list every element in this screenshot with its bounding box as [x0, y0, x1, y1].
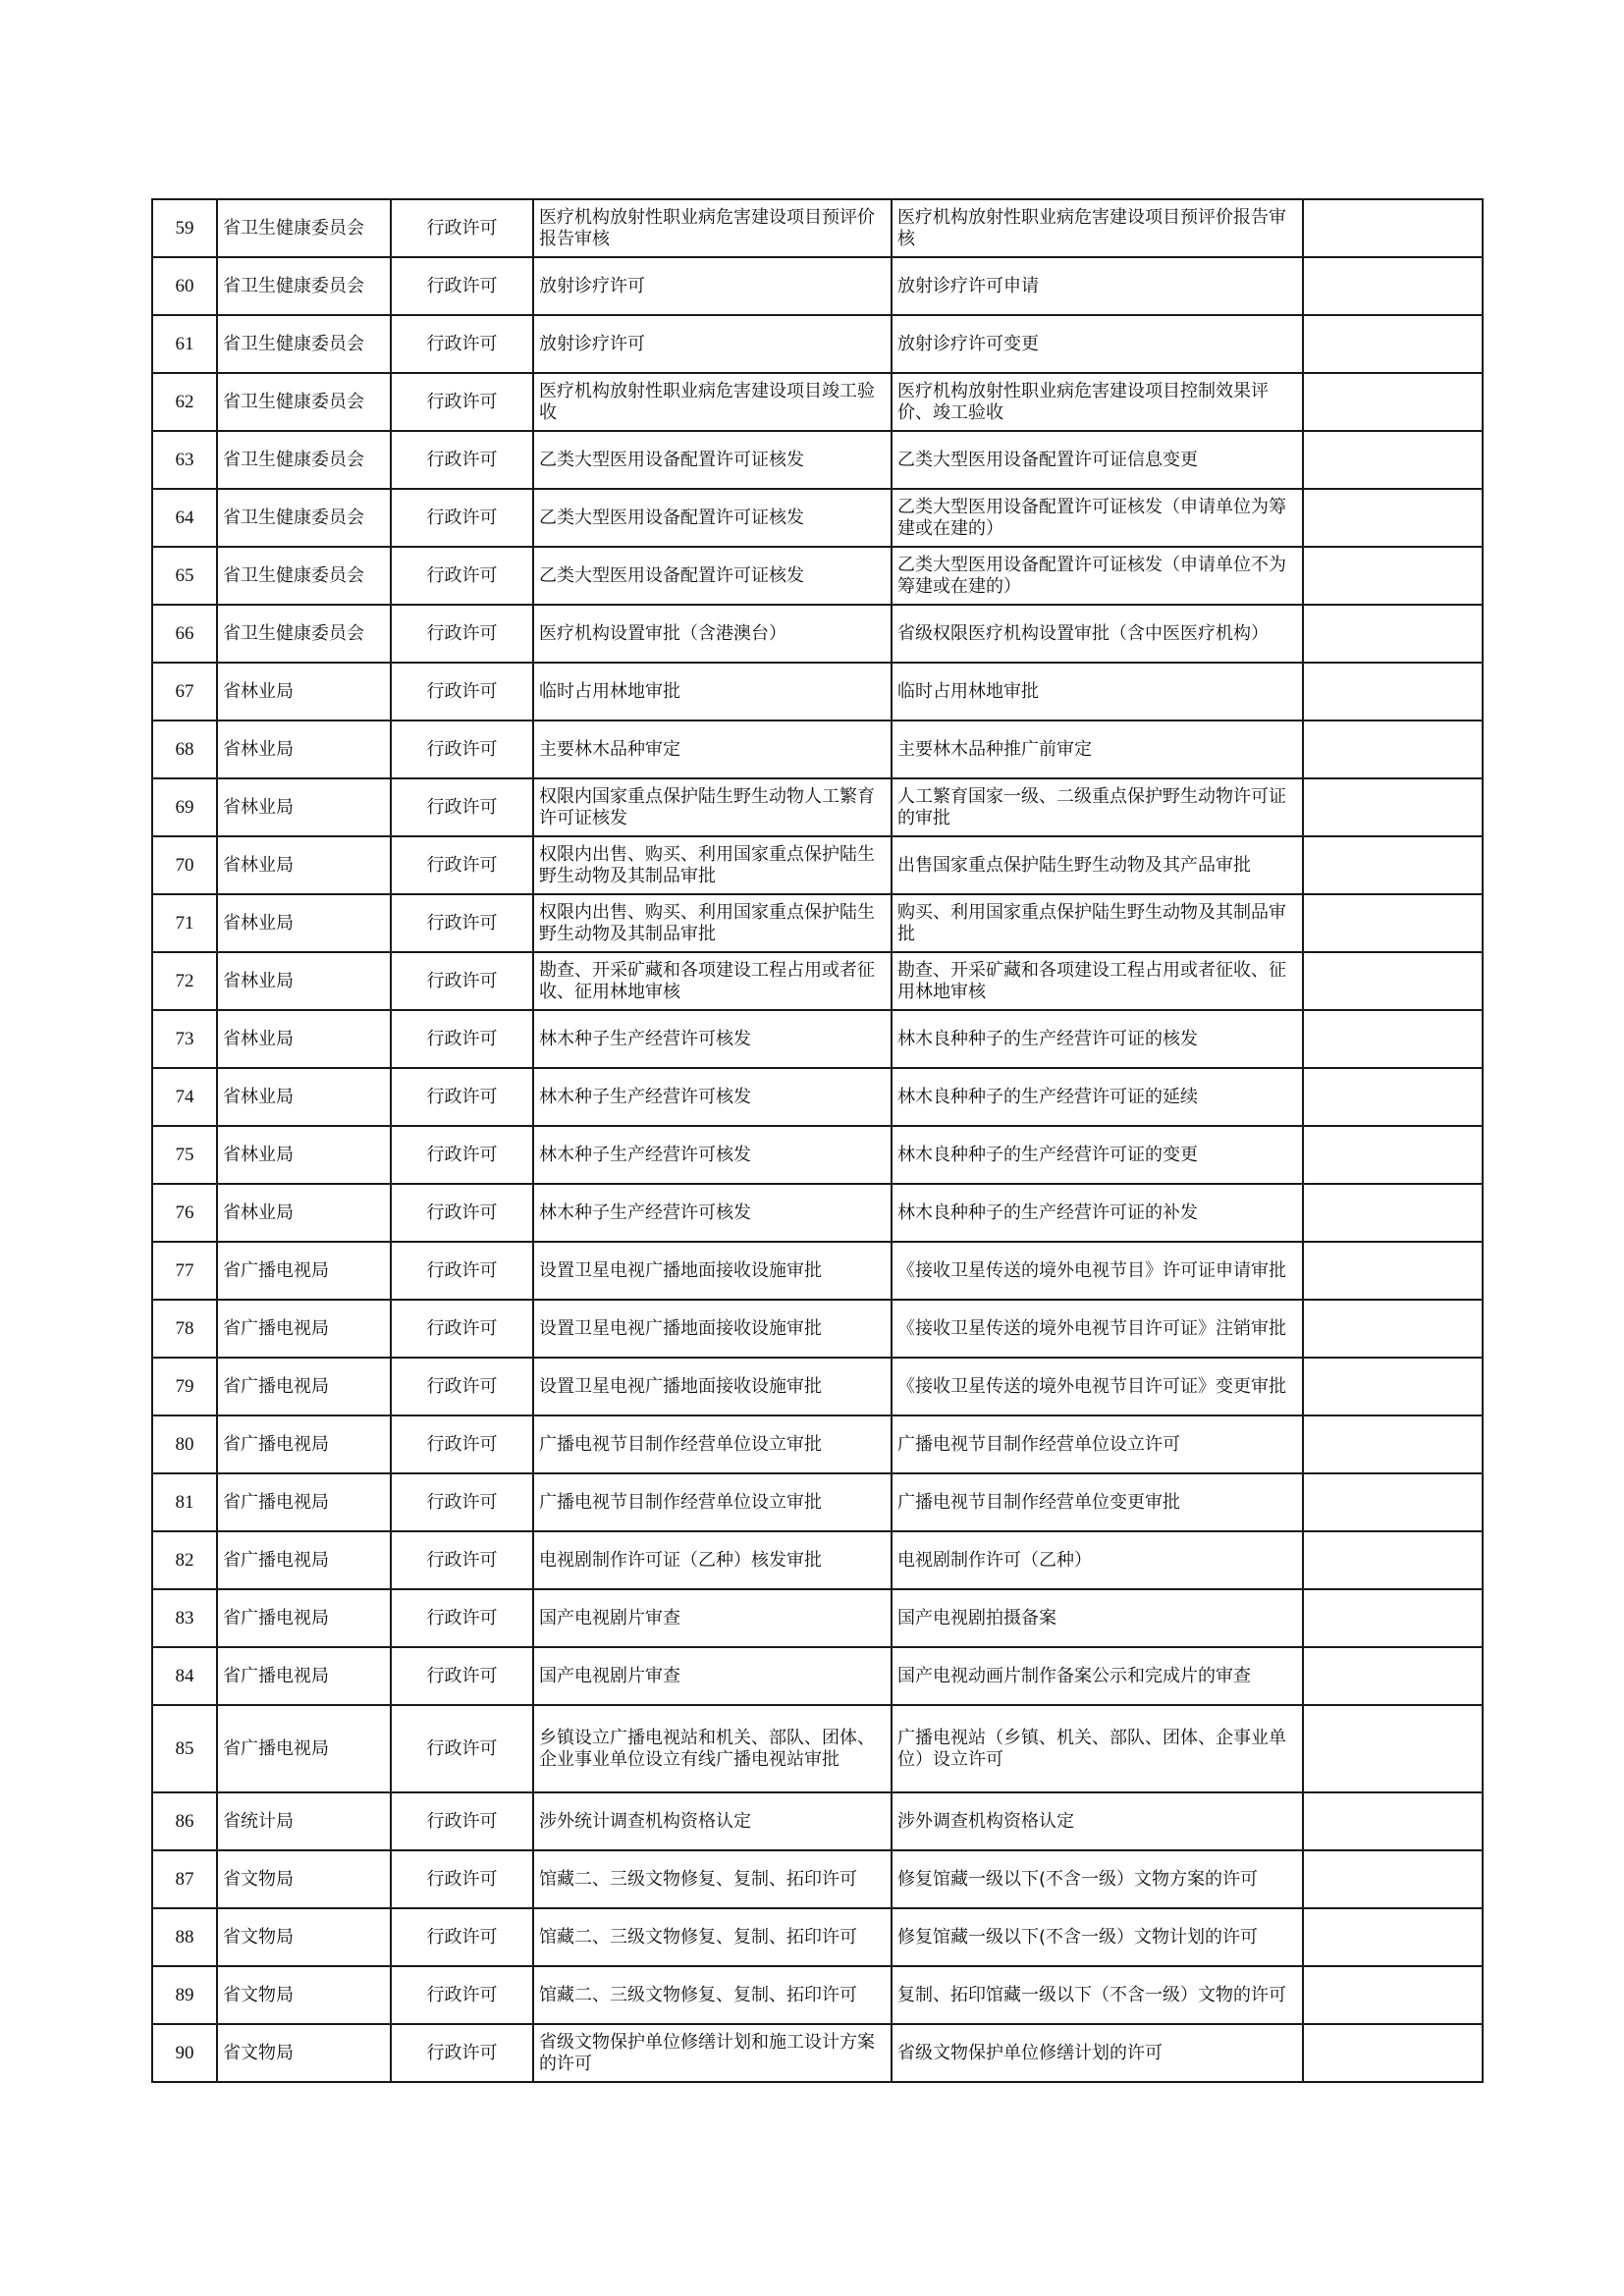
- remarks-cell: [1303, 1010, 1483, 1068]
- remarks-cell: [1303, 547, 1483, 605]
- sub-item-cell: 林木良种种子的生产经营许可证的补发: [892, 1184, 1303, 1242]
- sub-item-cell: 临时占用林地审批: [892, 663, 1303, 721]
- row-number-cell: 70: [152, 836, 217, 894]
- row-number-cell: 81: [152, 1473, 217, 1531]
- item-name-cell: 省级文物保护单位修缮计划和施工设计方案的许可: [533, 2024, 892, 2082]
- department-cell: 省广播电视局: [217, 1242, 391, 1300]
- item-type-cell: 行政许可: [391, 257, 533, 315]
- table-row: [152, 1242, 1483, 1300]
- department-cell: 省林业局: [217, 663, 391, 721]
- sub-item-cell: 电视剧制作许可（乙种）: [892, 1531, 1303, 1589]
- row-number-cell: 84: [152, 1647, 217, 1705]
- item-name-cell: 馆藏二、三级文物修复、复制、拓印许可: [533, 1966, 892, 2024]
- remarks-cell: [1303, 1908, 1483, 1966]
- table-row: [152, 894, 1483, 952]
- table-row: [152, 1531, 1483, 1589]
- row-number-cell: 69: [152, 778, 217, 836]
- remarks-cell: [1303, 431, 1483, 489]
- row-number-cell: 62: [152, 373, 217, 431]
- item-name-cell: 乙类大型医用设备配置许可证核发: [533, 431, 892, 489]
- sub-item-cell: 勘查、开采矿藏和各项建设工程占用或者征收、征用林地审核: [892, 952, 1303, 1010]
- table-row: [152, 199, 1483, 257]
- sub-item-cell: 涉外调查机构资格认定: [892, 1792, 1303, 1850]
- item-name-cell: 临时占用林地审批: [533, 663, 892, 721]
- item-name-cell: 林木种子生产经营许可核发: [533, 1126, 892, 1184]
- row-number-cell: 76: [152, 1184, 217, 1242]
- table-row: [152, 489, 1483, 547]
- department-cell: 省广播电视局: [217, 1647, 391, 1705]
- item-type-cell: 行政许可: [391, 894, 533, 952]
- row-number-cell: 73: [152, 1010, 217, 1068]
- item-name-cell: 医疗机构放射性职业病危害建设项目竣工验收: [533, 373, 892, 431]
- row-number-cell: 89: [152, 1966, 217, 2024]
- item-name-cell: 馆藏二、三级文物修复、复制、拓印许可: [533, 1908, 892, 1966]
- item-name-cell: 国产电视剧片审查: [533, 1589, 892, 1647]
- department-cell: 省林业局: [217, 1010, 391, 1068]
- department-cell: 省卫生健康委员会: [217, 373, 391, 431]
- item-type-cell: 行政许可: [391, 199, 533, 257]
- department-cell: 省卫生健康委员会: [217, 605, 391, 663]
- row-number-cell: 59: [152, 199, 217, 257]
- remarks-cell: [1303, 836, 1483, 894]
- item-type-cell: 行政许可: [391, 1068, 533, 1126]
- sub-item-cell: 广播电视站（乡镇、机关、部队、团体、企事业单位）设立许可: [892, 1705, 1303, 1792]
- department-cell: 省文物局: [217, 1850, 391, 1908]
- sub-item-cell: 《接收卫星传送的境外电视节目许可证》变更审批: [892, 1358, 1303, 1415]
- department-cell: 省广播电视局: [217, 1358, 391, 1415]
- row-number-cell: 77: [152, 1242, 217, 1300]
- remarks-cell: [1303, 894, 1483, 952]
- row-number-cell: 72: [152, 952, 217, 1010]
- item-type-cell: 行政许可: [391, 1415, 533, 1473]
- table-row: [152, 1850, 1483, 1908]
- table-row: [152, 952, 1483, 1010]
- item-type-cell: 行政许可: [391, 1358, 533, 1415]
- remarks-cell: [1303, 1358, 1483, 1415]
- row-number-cell: 87: [152, 1850, 217, 1908]
- row-number-cell: 64: [152, 489, 217, 547]
- item-name-cell: 医疗机构放射性职业病危害建设项目预评价报告审核: [533, 199, 892, 257]
- sub-item-cell: 广播电视节目制作经营单位变更审批: [892, 1473, 1303, 1531]
- department-cell: 省林业局: [217, 836, 391, 894]
- row-number-cell: 75: [152, 1126, 217, 1184]
- remarks-cell: [1303, 1473, 1483, 1531]
- item-type-cell: 行政许可: [391, 1705, 533, 1792]
- item-name-cell: 放射诊疗许可: [533, 257, 892, 315]
- sub-item-cell: 国产电视剧拍摄备案: [892, 1589, 1303, 1647]
- table-row: [152, 836, 1483, 894]
- item-type-cell: 行政许可: [391, 1010, 533, 1068]
- remarks-cell: [1303, 1300, 1483, 1358]
- sub-item-cell: 省级文物保护单位修缮计划的许可: [892, 2024, 1303, 2082]
- item-name-cell: 林木种子生产经营许可核发: [533, 1068, 892, 1126]
- approval-items-table: [151, 198, 1484, 2083]
- table-row: [152, 2024, 1483, 2082]
- item-type-cell: 行政许可: [391, 1126, 533, 1184]
- item-name-cell: 设置卫星电视广播地面接收设施审批: [533, 1300, 892, 1358]
- sub-item-cell: 广播电视节目制作经营单位设立许可: [892, 1415, 1303, 1473]
- row-number-cell: 74: [152, 1068, 217, 1126]
- item-type-cell: 行政许可: [391, 721, 533, 778]
- table-row: [152, 315, 1483, 373]
- department-cell: 省统计局: [217, 1792, 391, 1850]
- item-name-cell: 放射诊疗许可: [533, 315, 892, 373]
- table-row: [152, 605, 1483, 663]
- item-name-cell: 林木种子生产经营许可核发: [533, 1010, 892, 1068]
- table-row: [152, 1705, 1483, 1792]
- department-cell: 省广播电视局: [217, 1473, 391, 1531]
- remarks-cell: [1303, 373, 1483, 431]
- item-name-cell: 广播电视节目制作经营单位设立审批: [533, 1473, 892, 1531]
- item-name-cell: 设置卫星电视广播地面接收设施审批: [533, 1358, 892, 1415]
- item-type-cell: 行政许可: [391, 1242, 533, 1300]
- department-cell: 省林业局: [217, 894, 391, 952]
- remarks-cell: [1303, 1966, 1483, 2024]
- remarks-cell: [1303, 1850, 1483, 1908]
- item-type-cell: 行政许可: [391, 431, 533, 489]
- item-type-cell: 行政许可: [391, 663, 533, 721]
- item-name-cell: 权限内出售、购买、利用国家重点保护陆生野生动物及其制品审批: [533, 836, 892, 894]
- item-type-cell: 行政许可: [391, 1850, 533, 1908]
- row-number-cell: 83: [152, 1589, 217, 1647]
- item-name-cell: 权限内出售、购买、利用国家重点保护陆生野生动物及其制品审批: [533, 894, 892, 952]
- table-body: [152, 199, 1483, 2082]
- remarks-cell: [1303, 489, 1483, 547]
- sub-item-cell: 乙类大型医用设备配置许可证核发（申请单位不为筹建或在建的）: [892, 547, 1303, 605]
- sub-item-cell: 放射诊疗许可申请: [892, 257, 1303, 315]
- remarks-cell: [1303, 1242, 1483, 1300]
- item-name-cell: 权限内国家重点保护陆生野生动物人工繁育许可证核发: [533, 778, 892, 836]
- row-number-cell: 66: [152, 605, 217, 663]
- department-cell: 省林业局: [217, 952, 391, 1010]
- table-row: [152, 1300, 1483, 1358]
- table-row: [152, 1589, 1483, 1647]
- row-number-cell: 63: [152, 431, 217, 489]
- item-name-cell: 乡镇设立广播电视站和机关、部队、团体、企业事业单位设立有线广播电视站审批: [533, 1705, 892, 1792]
- sub-item-cell: 人工繁育国家一级、二级重点保护野生动物许可证的审批: [892, 778, 1303, 836]
- item-name-cell: 电视剧制作许可证（乙种）核发审批: [533, 1531, 892, 1589]
- table-row: [152, 1358, 1483, 1415]
- remarks-cell: [1303, 952, 1483, 1010]
- item-name-cell: 林木种子生产经营许可核发: [533, 1184, 892, 1242]
- item-name-cell: 国产电视剧片审查: [533, 1647, 892, 1705]
- table-row: [152, 257, 1483, 315]
- remarks-cell: [1303, 1184, 1483, 1242]
- row-number-cell: 65: [152, 547, 217, 605]
- sub-item-cell: 购买、利用国家重点保护陆生野生动物及其制品审批: [892, 894, 1303, 952]
- item-type-cell: 行政许可: [391, 1184, 533, 1242]
- sub-item-cell: 《接收卫星传送的境外电视节目许可证》注销审批: [892, 1300, 1303, 1358]
- item-name-cell: 馆藏二、三级文物修复、复制、拓印许可: [533, 1850, 892, 1908]
- department-cell: 省广播电视局: [217, 1415, 391, 1473]
- item-name-cell: 广播电视节目制作经营单位设立审批: [533, 1415, 892, 1473]
- item-type-cell: 行政许可: [391, 1966, 533, 2024]
- table-row: [152, 1415, 1483, 1473]
- remarks-cell: [1303, 1531, 1483, 1589]
- table-row: [152, 663, 1483, 721]
- item-type-cell: 行政许可: [391, 1531, 533, 1589]
- sub-item-cell: 省级权限医疗机构设置审批（含中医医疗机构）: [892, 605, 1303, 663]
- item-type-cell: 行政许可: [391, 605, 533, 663]
- sub-item-cell: 乙类大型医用设备配置许可证核发（申请单位为筹建或在建的）: [892, 489, 1303, 547]
- sub-item-cell: 复制、拓印馆藏一级以下（不含一级）文物的许可: [892, 1966, 1303, 2024]
- department-cell: 省卫生健康委员会: [217, 257, 391, 315]
- department-cell: 省广播电视局: [217, 1531, 391, 1589]
- remarks-cell: [1303, 778, 1483, 836]
- department-cell: 省文物局: [217, 1966, 391, 2024]
- sub-item-cell: 修复馆藏一级以下(不含一级）文物方案的许可: [892, 1850, 1303, 1908]
- item-name-cell: 医疗机构设置审批（含港澳台）: [533, 605, 892, 663]
- remarks-cell: [1303, 2024, 1483, 2082]
- remarks-cell: [1303, 1068, 1483, 1126]
- sub-item-cell: 放射诊疗许可变更: [892, 315, 1303, 373]
- remarks-cell: [1303, 1415, 1483, 1473]
- item-name-cell: 乙类大型医用设备配置许可证核发: [533, 489, 892, 547]
- table-row: [152, 547, 1483, 605]
- sub-item-cell: 乙类大型医用设备配置许可证信息变更: [892, 431, 1303, 489]
- remarks-cell: [1303, 721, 1483, 778]
- remarks-cell: [1303, 605, 1483, 663]
- department-cell: 省文物局: [217, 2024, 391, 2082]
- table-row: [152, 721, 1483, 778]
- row-number-cell: 61: [152, 315, 217, 373]
- row-number-cell: 80: [152, 1415, 217, 1473]
- row-number-cell: 71: [152, 894, 217, 952]
- sub-item-cell: 《接收卫星传送的境外电视节目》许可证申请审批: [892, 1242, 1303, 1300]
- item-type-cell: 行政许可: [391, 952, 533, 1010]
- row-number-cell: 78: [152, 1300, 217, 1358]
- remarks-cell: [1303, 257, 1483, 315]
- table-row: [152, 1966, 1483, 2024]
- item-type-cell: 行政许可: [391, 836, 533, 894]
- item-type-cell: 行政许可: [391, 1473, 533, 1531]
- item-type-cell: 行政许可: [391, 1589, 533, 1647]
- department-cell: 省广播电视局: [217, 1589, 391, 1647]
- department-cell: 省林业局: [217, 1068, 391, 1126]
- item-type-cell: 行政许可: [391, 1908, 533, 1966]
- row-number-cell: 90: [152, 2024, 217, 2082]
- department-cell: 省卫生健康委员会: [217, 199, 391, 257]
- item-name-cell: 乙类大型医用设备配置许可证核发: [533, 547, 892, 605]
- sub-item-cell: 修复馆藏一级以下(不含一级）文物计划的许可: [892, 1908, 1303, 1966]
- table-row: [152, 1184, 1483, 1242]
- row-number-cell: 79: [152, 1358, 217, 1415]
- item-type-cell: 行政许可: [391, 1300, 533, 1358]
- department-cell: 省卫生健康委员会: [217, 489, 391, 547]
- table-row: [152, 1647, 1483, 1705]
- sub-item-cell: 林木良种种子的生产经营许可证的核发: [892, 1010, 1303, 1068]
- item-type-cell: 行政许可: [391, 778, 533, 836]
- department-cell: 省林业局: [217, 1184, 391, 1242]
- item-type-cell: 行政许可: [391, 1792, 533, 1850]
- table-row: [152, 1908, 1483, 1966]
- department-cell: 省卫生健康委员会: [217, 547, 391, 605]
- department-cell: 省林业局: [217, 778, 391, 836]
- row-number-cell: 60: [152, 257, 217, 315]
- remarks-cell: [1303, 315, 1483, 373]
- row-number-cell: 85: [152, 1705, 217, 1792]
- department-cell: 省林业局: [217, 721, 391, 778]
- item-type-cell: 行政许可: [391, 315, 533, 373]
- remarks-cell: [1303, 1647, 1483, 1705]
- remarks-cell: [1303, 1792, 1483, 1850]
- department-cell: 省卫生健康委员会: [217, 315, 391, 373]
- department-cell: 省卫生健康委员会: [217, 431, 391, 489]
- table-row: [152, 1473, 1483, 1531]
- table-row: [152, 373, 1483, 431]
- sub-item-cell: 主要林木品种推广前审定: [892, 721, 1303, 778]
- table-row: [152, 778, 1483, 836]
- item-type-cell: 行政许可: [391, 489, 533, 547]
- sub-item-cell: 国产电视动画片制作备案公示和完成片的审查: [892, 1647, 1303, 1705]
- table-row: [152, 1068, 1483, 1126]
- remarks-cell: [1303, 199, 1483, 257]
- item-type-cell: 行政许可: [391, 1647, 533, 1705]
- remarks-cell: [1303, 1589, 1483, 1647]
- item-name-cell: 设置卫星电视广播地面接收设施审批: [533, 1242, 892, 1300]
- table-row: [152, 1792, 1483, 1850]
- row-number-cell: 82: [152, 1531, 217, 1589]
- department-cell: 省文物局: [217, 1908, 391, 1966]
- sub-item-cell: 林木良种种子的生产经营许可证的延续: [892, 1068, 1303, 1126]
- remarks-cell: [1303, 1126, 1483, 1184]
- row-number-cell: 68: [152, 721, 217, 778]
- sub-item-cell: 出售国家重点保护陆生野生动物及其产品审批: [892, 836, 1303, 894]
- department-cell: 省广播电视局: [217, 1705, 391, 1792]
- department-cell: 省林业局: [217, 1126, 391, 1184]
- department-cell: 省广播电视局: [217, 1300, 391, 1358]
- item-type-cell: 行政许可: [391, 2024, 533, 2082]
- item-name-cell: 勘查、开采矿藏和各项建设工程占用或者征收、征用林地审核: [533, 952, 892, 1010]
- sub-item-cell: 林木良种种子的生产经营许可证的变更: [892, 1126, 1303, 1184]
- row-number-cell: 86: [152, 1792, 217, 1850]
- remarks-cell: [1303, 1705, 1483, 1792]
- item-type-cell: 行政许可: [391, 373, 533, 431]
- item-name-cell: 主要林木品种审定: [533, 721, 892, 778]
- table-row: [152, 1010, 1483, 1068]
- sub-item-cell: 医疗机构放射性职业病危害建设项目控制效果评价、竣工验收: [892, 373, 1303, 431]
- table-row: [152, 431, 1483, 489]
- row-number-cell: 67: [152, 663, 217, 721]
- item-name-cell: 涉外统计调查机构资格认定: [533, 1792, 892, 1850]
- table-row: [152, 1126, 1483, 1184]
- row-number-cell: 88: [152, 1908, 217, 1966]
- sub-item-cell: 医疗机构放射性职业病危害建设项目预评价报告审核: [892, 199, 1303, 257]
- item-type-cell: 行政许可: [391, 547, 533, 605]
- remarks-cell: [1303, 663, 1483, 721]
